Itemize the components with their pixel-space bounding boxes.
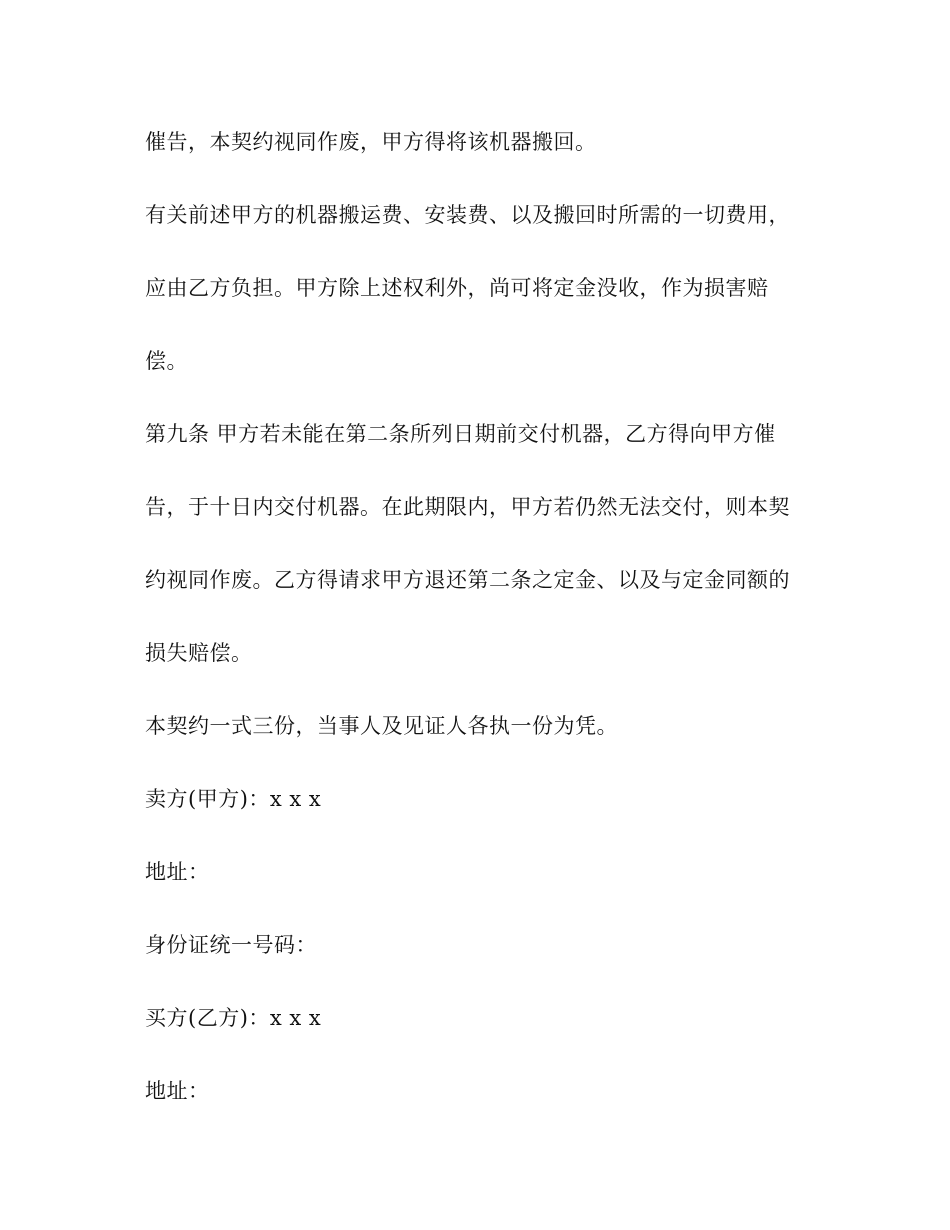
paragraph-line: 偿。 (145, 349, 188, 373)
paragraph-line: 催告，本契约视同作废，甲方得将该机器搬回。 (145, 130, 597, 154)
seller-name-line: 卖方(甲方)：x x x (145, 787, 322, 811)
paragraph-line: 告，于十日内交付机器。在此期限内，甲方若仍然无法交付，则本契 (145, 495, 790, 519)
copies-clause-line: 本契约一式三份，当事人及见证人各执一份为凭。 (145, 714, 618, 738)
paragraph-line: 应由乙方负担。甲方除上述权利外，尚可将定金没收，作为损害赔 (145, 276, 769, 300)
paragraph-line: 约视同作废。乙方得请求甲方退还第二条之定金、以及与定金同额的 (145, 568, 790, 592)
seller-address-line: 地址： (145, 860, 210, 884)
seller-id-line: 身份证统一号码： (145, 933, 317, 957)
paragraph-line: 损失赔偿。 (145, 641, 253, 665)
article-nine-line: 第九条 甲方若未能在第二条所列日期前交付机器，乙方得向甲方催 (145, 422, 776, 446)
buyer-name-line: 买方(乙方)：x x x (145, 1006, 322, 1030)
paragraph-line: 有关前述甲方的机器搬运费、安装费、以及搬回时所需的一切费用， (145, 203, 790, 227)
buyer-address-line: 地址： (145, 1079, 210, 1103)
